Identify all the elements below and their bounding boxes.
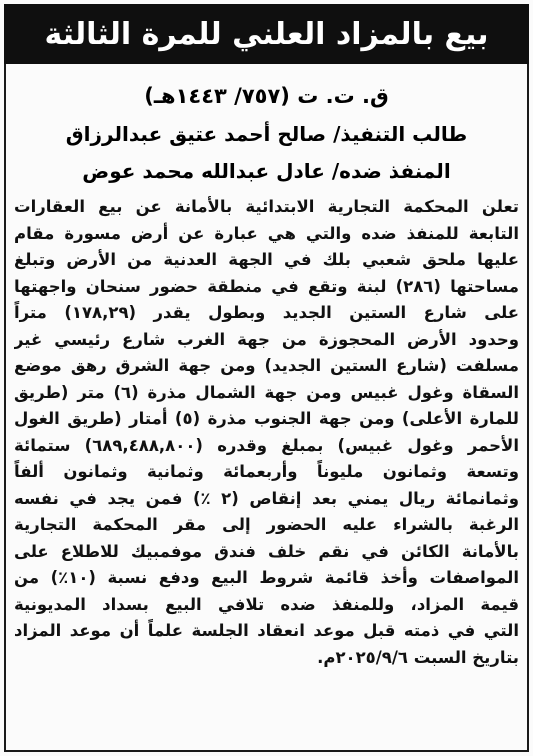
body-line: التابعة للمنفذ ضده والتي هي عبارة عن أرض مسورة مقام — [14, 223, 519, 243]
body-line: الرغبة بالشراء عليه الحضور إلى مقر المحكمة التجارية — [14, 515, 519, 534]
applicant-name: طالب التنفيذ/ صالح أحمد عتيق عبدالرزاق — [65, 122, 468, 146]
body-line: وتسعة وثمانون مليوناً وأربعمائة وثمانية وثمانون ألفاً — [14, 462, 519, 481]
body-line: مسلفت (شارع الستين الجديد) ومن جهة الشرق رهق موضع — [14, 356, 519, 375]
body-line: السقاة وغول غبيس ومن جهة الشمال مذرة (٦) متر (طريق — [14, 382, 519, 402]
executed-against-name: المنفذ ضده/ عادل عبدالله محمد عوض — [82, 159, 451, 183]
body-line: بتاريخ السبت ٢٠٢٥/٩/٦م. — [317, 647, 519, 667]
body-line: المواصفات وأخذ قائمة شروط البيع ودفع نسبة (١٠٪) من — [14, 568, 519, 587]
notice-header — [4, 4, 529, 64]
body-line: وثمانمائة ريال يمني بعد إنقاص (٢ ٪) فمن يجد في نفسه — [14, 488, 519, 508]
body-line: للمارة الأعلى) ومن جهة الجنوب مذرة (٥) أمتار (طريق الغول — [14, 409, 519, 428]
notice-body — [14, 194, 519, 671]
body-line: على شارع الستين الجديد وبطول يقدر (١٧٨,٢٩) متراً — [14, 303, 519, 322]
body-line: قيمة المزاد، وللمنفذ ضده تلافي البيع بسداد المديونية — [14, 594, 519, 614]
body-line: بالأمانة الكائن في نقم خلف فندق موفمبيك للاطلاع على — [14, 541, 519, 561]
body-line: الأحمر وغول غبيس) بمبلغ وقدره (٦٨٩,٤٨٨,٨٠٠) ستمائة — [14, 435, 519, 455]
body-line: التي في ذمته قبل موعد انعقاد الجلسة علماً أن موعد المزاد — [14, 621, 519, 640]
case-reference: ق. ت. ت (٧٥٧/ ١٤٤٣هـ) — [144, 84, 389, 108]
body-line: عليها ملحق شعبي بلك في الجهة العدنية من الأرض وتبلغ — [14, 250, 519, 269]
body-line: مساحتها (٢٨٦) لبنة وتقع في منطقة حضور سنحان واجهتها — [14, 276, 519, 296]
body-line: وحدود الأرض المحجوزة من جهة الغرب شارع رئيسي غير — [14, 329, 519, 349]
notice-title: بيع بالمزاد العلني للمرة الثالثة — [44, 16, 489, 52]
body-line: تعلن المحكمة التجارية الابتدائية بالأمانة عن بيع العقارات — [14, 197, 519, 216]
